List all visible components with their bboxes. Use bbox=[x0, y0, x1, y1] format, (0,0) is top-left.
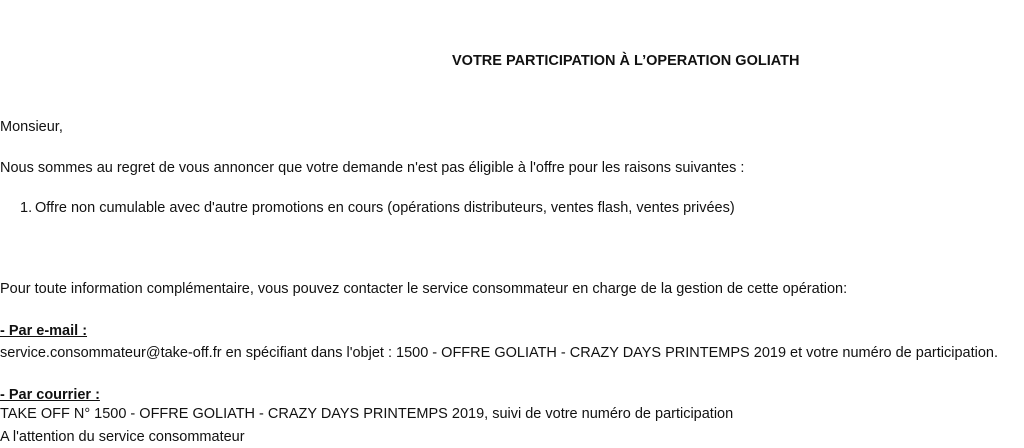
mail-section-heading: - Par courrier : bbox=[0, 387, 100, 403]
document-title: VOTRE PARTICIPATION À L’OPERATION GOLIATH bbox=[452, 53, 800, 69]
email-section-heading: - Par e-mail : bbox=[0, 323, 88, 339]
email-section-body: service.consommateur@take-off.fr en spécifiant dans l'objet : 1500 - OFFRE GOLIATH - CRAZY DAYS PRINTEMPS 2019 et votre numéro de participation. bbox=[0, 345, 998, 361]
intro-paragraph: Nous sommes au regret de vous annoncer que votre demande n'est pas éligible à l'offre pour les raisons suivantes : bbox=[0, 160, 745, 176]
reason-number: 1. bbox=[20, 200, 33, 216]
info-paragraph: Pour toute information complémentaire, vous pouvez contacter le service consommateur en charge de la gestion de cette opération: bbox=[0, 281, 848, 297]
mail-address-line: TAKE OFF N° 1500 - OFFRE GOLIATH - CRAZY DAYS PRINTEMPS 2019, suivi de votre numéro de participation bbox=[0, 406, 734, 422]
mail-attention-line: A l'attention du service consommateur bbox=[0, 429, 245, 445]
reason-list-item bbox=[20, 199, 735, 217]
reason-text: Offre non cumulable avec d'autre promotions en cours (opérations distributeurs, ventes flash, ventes privées) bbox=[35, 200, 735, 216]
salutation: Monsieur, bbox=[0, 119, 63, 135]
